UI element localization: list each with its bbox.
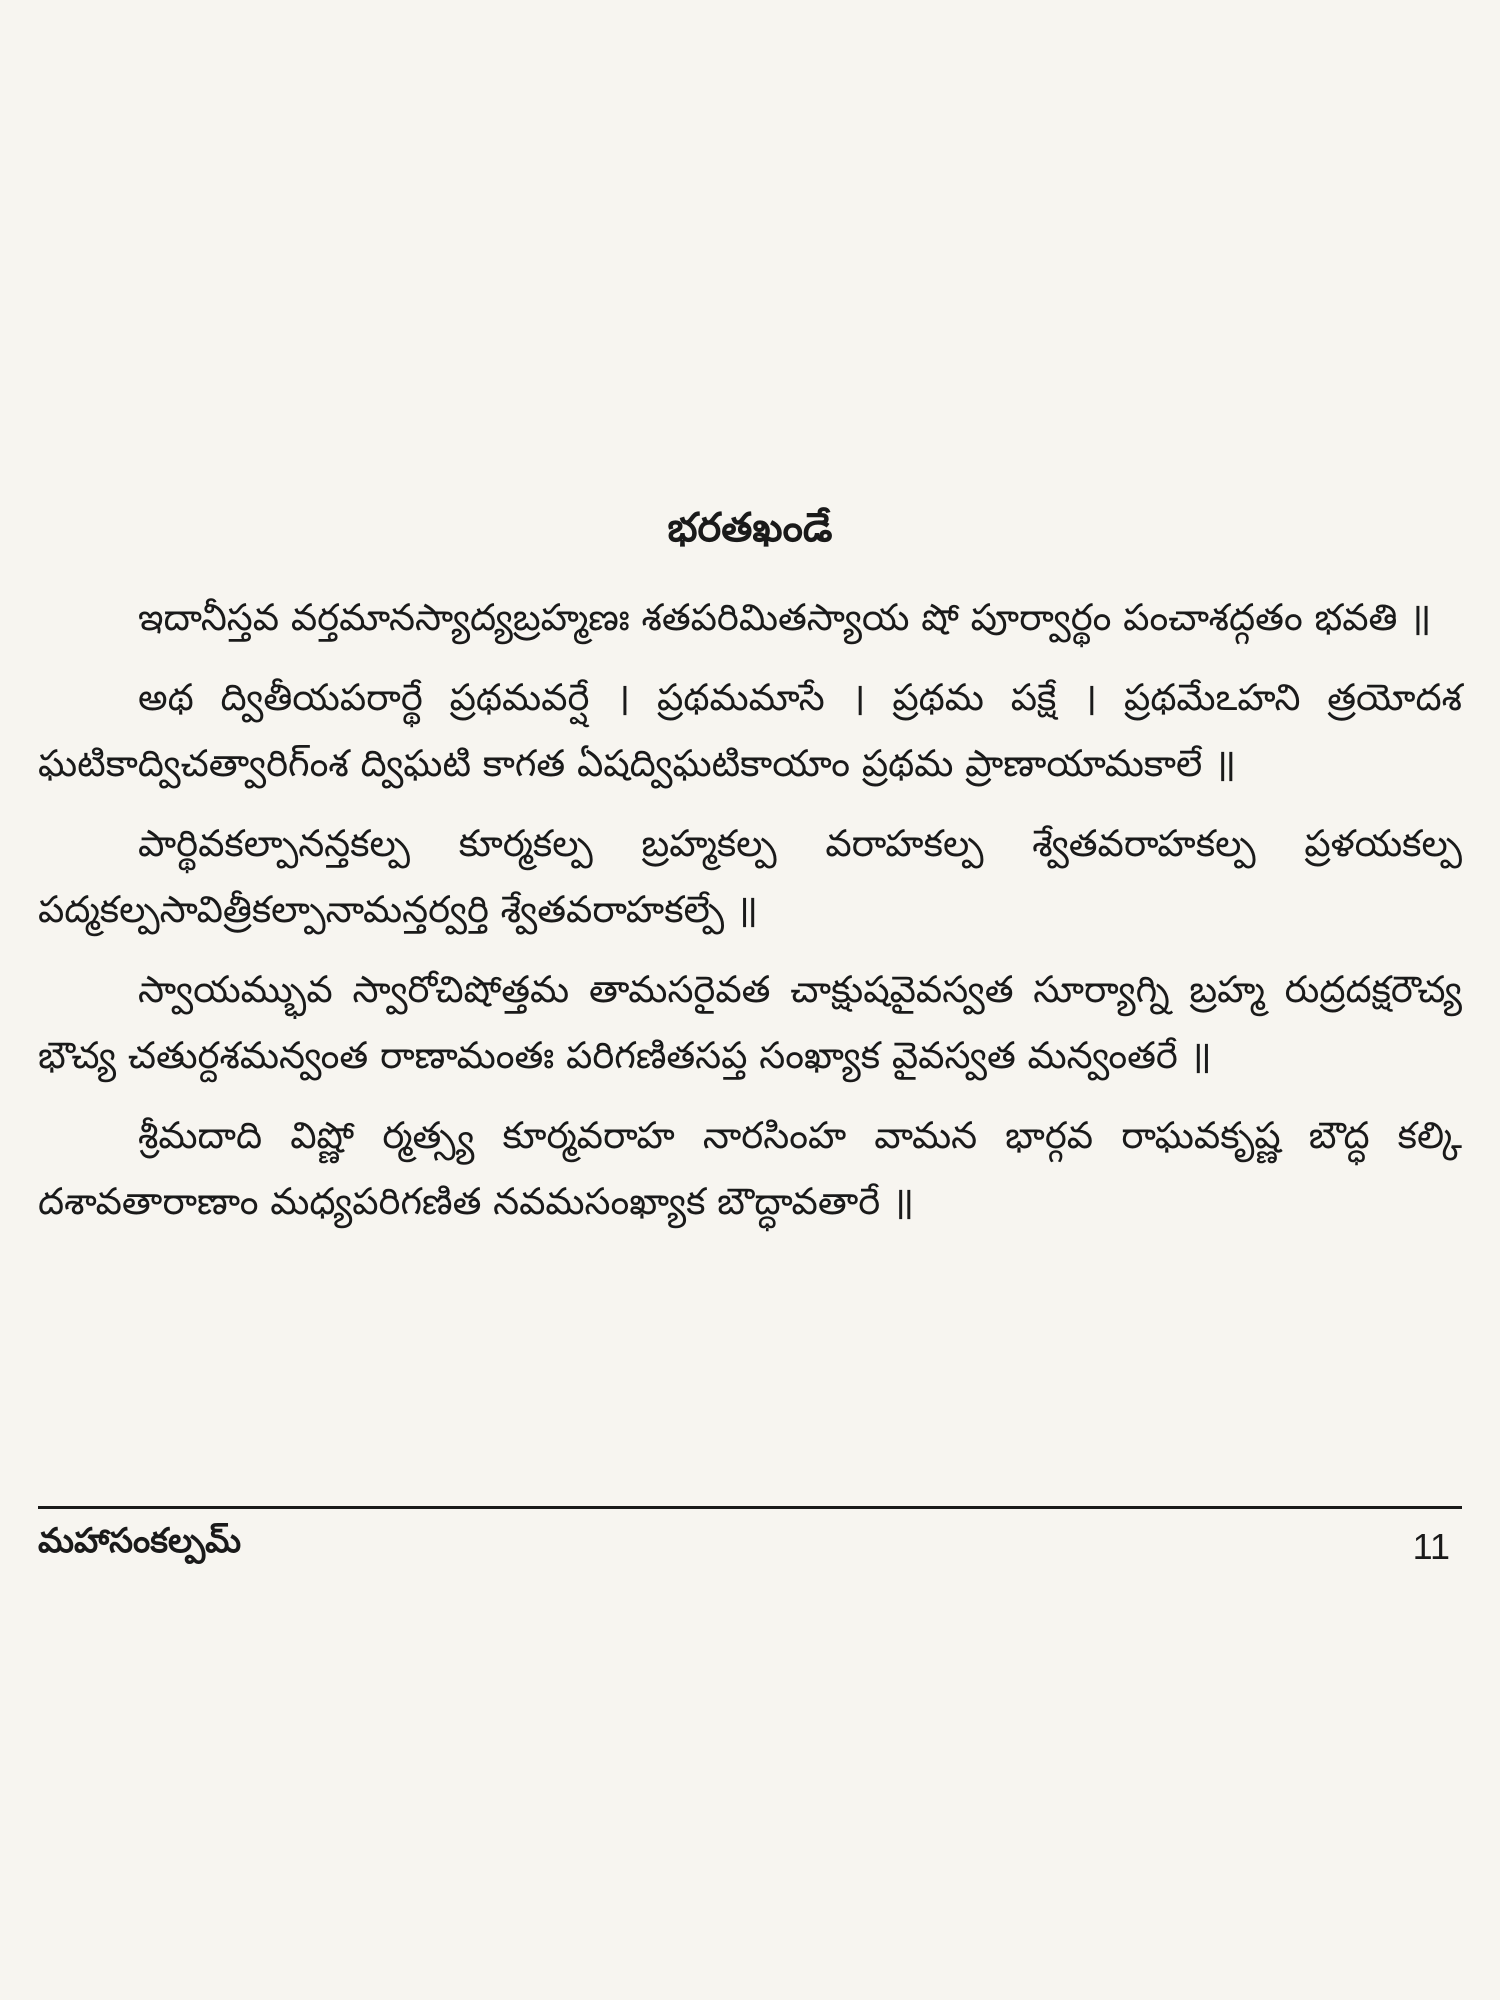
paragraph-4: స్వాయమ్భువ స్వారోచిషోత్తమ తామసరైవత చాక్షుషవైవస్వత సూర్యాగ్ని బ్రహ్మ రుద్రదక్షరౌచ్య భౌచ్య చతుర్దశమన్వంత రాణామంతః పరిగణితసప్త సంఖ్యాక వైవస్వత మన్వంతరే ॥	[38, 968, 1462, 1077]
paragraph-1: ఇదానీస్తవ వర్తమానస్యాద్యబ్రహ్మణః శతపరిమితస్యాయ షో పూర్వార్థం పంచాశద్గతం భవతి ॥	[138, 596, 1432, 639]
footer-book-title: మహాసంకల్పమ్	[38, 1521, 242, 1561]
footer-divider	[38, 1506, 1462, 1509]
body-text	[38, 585, 1462, 1249]
paragraph-5: శ్రీమదాది విష్ణో ర్మత్స్య కూర్మవరాహ నారసింహ వామన భార్గవ రాఘవకృష్ణ బౌద్ధ కల్కి దశావతారాణాం మధ్యపరిగణిత నవమసంఖ్యాక బౌద్ధావతారే ॥	[38, 1114, 1462, 1223]
page-number: 11	[1412, 1526, 1450, 1567]
paragraph-2: అథ ద్వితీయపరార్థే ప్రథమవర్షే । ప్రథమమాసే । ప్రథమ పక్షే । ప్రథమేఽహని త్రయోదశ ఘటికాద్విచత్వారిగ్ంశ ద్విఘటి కాగత ఏషద్విఘటికాయాం ప్రథమ ప్రాణాయామకాలే ॥	[38, 676, 1462, 785]
paragraph-3: పార్థివకల్పానన్తకల్ప కూర్మకల్ప బ్రహ్మకల్ప వరాహకల్ప శ్వేతవరాహకల్ప ప్రళయకల్ప పద్మకల్పసావిత్రీకల్పానామన్తర్వర్తి శ్వేతవరాహకల్పే ॥	[38, 822, 1462, 931]
section-heading: భరతఖండే	[667, 505, 833, 551]
